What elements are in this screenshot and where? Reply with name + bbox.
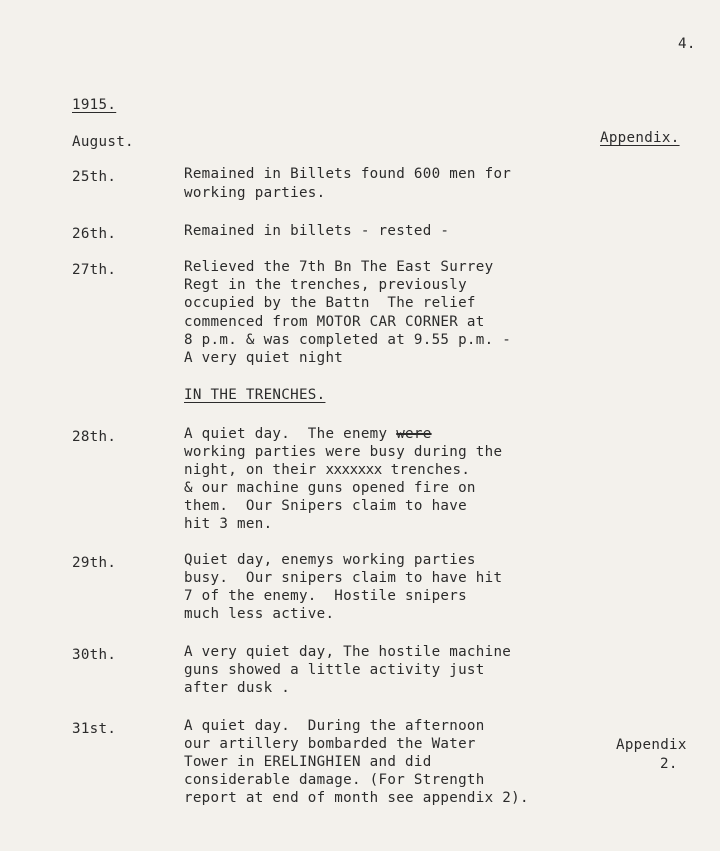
entry-line: Tower in ERELINGHIEN and did <box>184 754 432 770</box>
entry-date: 28th. <box>72 429 117 445</box>
year-heading: 1915. <box>72 97 117 113</box>
appendix-column-header: Appendix. <box>600 130 680 146</box>
entry-line: & our machine guns opened fire on <box>184 480 476 496</box>
entry-line: our artillery bombarded the Water <box>184 736 476 752</box>
entry-line: Relieved the 7th Bn The East Surrey <box>184 259 494 275</box>
entry-date: 25th. <box>72 169 117 185</box>
entry-line: Regt in the trenches, previously <box>184 277 467 293</box>
entry-line: 8 p.m. & was completed at 9.55 p.m. - <box>184 332 512 348</box>
entry-line: considerable damage. (For Strength <box>184 772 485 788</box>
entry-line: A very quiet day, The hostile machine <box>184 644 512 660</box>
entry-line: busy. Our snipers claim to have hit <box>184 570 503 586</box>
entry-date: 29th. <box>72 555 117 571</box>
entry-line: occupied by the Battn The relief <box>184 295 476 311</box>
entry-text: night, on their <box>184 462 326 478</box>
entry-line <box>184 425 432 443</box>
entry-text: trenches. <box>381 462 471 478</box>
entry-text: A quiet day. The enemy <box>184 426 397 442</box>
entry-date: 27th. <box>72 262 117 278</box>
entry-line: A very quiet night <box>184 350 344 366</box>
month-label: August. <box>72 134 134 150</box>
entry-line: working parties were busy during the <box>184 444 503 460</box>
entry-date: 31st. <box>72 721 117 737</box>
entry-line: working parties. <box>184 185 326 201</box>
entry-line: Remained in billets - rested - <box>184 223 450 239</box>
entry-line: Quiet day, enemys working parties <box>184 552 476 568</box>
entry-line: Remained in Billets found 600 men for <box>184 166 512 182</box>
struck-word: were <box>396 426 432 442</box>
entry-date: 30th. <box>72 647 117 663</box>
entry-line: them. Our Snipers claim to have <box>184 498 467 514</box>
entry-date: 26th. <box>72 226 117 242</box>
typed-over-word: xxxxxxx <box>325 462 382 478</box>
page-number: 4. <box>678 36 696 52</box>
entry-line: much less active. <box>184 606 335 622</box>
entry-line: A quiet day. During the afternoon <box>184 718 485 734</box>
entry-line: 7 of the enemy. Hostile snipers <box>184 588 467 604</box>
entry-line: commenced from MOTOR CAR CORNER at <box>184 314 485 330</box>
entry-line: hit 3 men. <box>184 516 273 532</box>
entry-line: guns showed a little activity just <box>184 662 485 678</box>
side-appendix-number: 2. <box>660 756 678 772</box>
section-heading: IN THE TRENCHES. <box>184 387 326 403</box>
entry-line: after dusk . <box>184 680 291 696</box>
entry-line: report at end of month see appendix 2). <box>184 790 529 806</box>
entry-line <box>184 461 470 479</box>
side-appendix-label: Appendix <box>616 737 687 753</box>
